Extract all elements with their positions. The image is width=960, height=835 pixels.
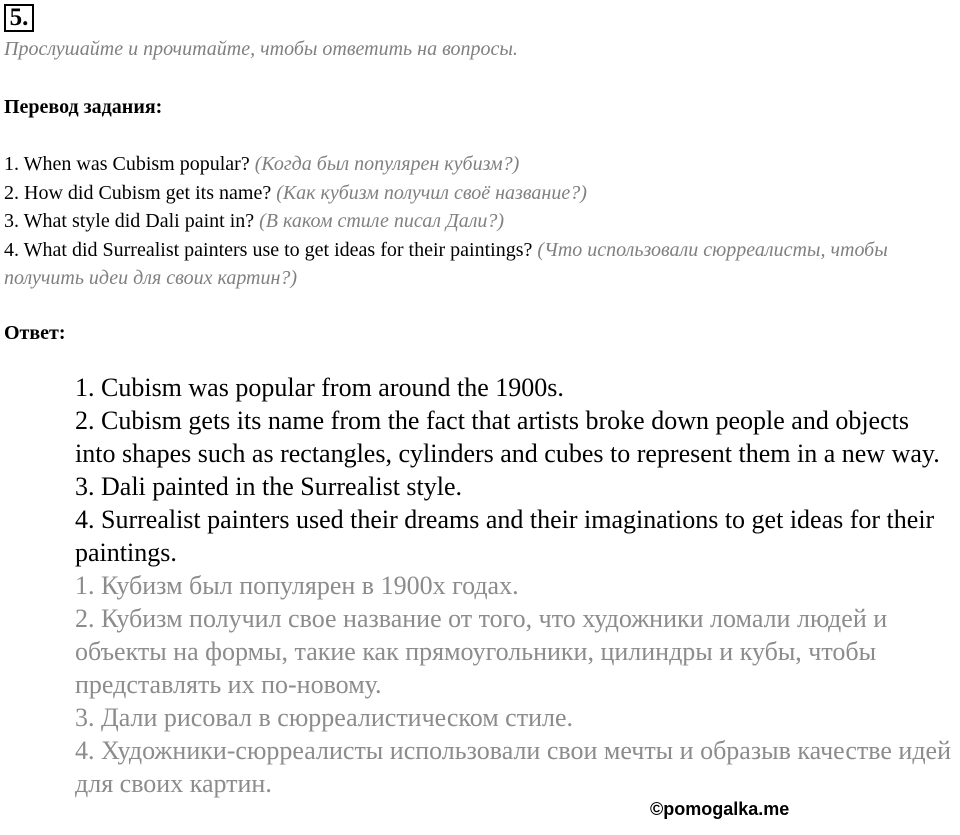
- question-item: [4, 179, 904, 208]
- question-ru: (В каком стиле писал Дали?): [259, 210, 505, 232]
- question-item: [4, 150, 904, 179]
- task-instruction: Прослушайте и прочитайте, чтобы ответить на вопросы.: [4, 38, 518, 60]
- task-number: 5.: [4, 4, 34, 32]
- question-en: 3. What style did Dali paint in?: [4, 210, 255, 232]
- answers-block: [75, 371, 955, 800]
- question-en: 1. When was Cubism popular?: [4, 153, 250, 175]
- question-ru: (Когда был популярен кубизм?): [254, 153, 520, 175]
- answer-en: 3. Dali painted in the Surrealist style.: [75, 472, 463, 501]
- questions-list: [4, 150, 904, 293]
- answer-heading: Ответ:: [4, 322, 66, 344]
- question-item: [4, 236, 904, 293]
- answer-ru: 2. Кубизм получил свое название от того, что художники ломали людей и объекты на формы, такие как прямоугольники, цилиндры и кубы, чтобы представлять их по-новому.: [75, 604, 888, 699]
- answer-en: 2. Cubism gets its name from the fact that artists broke down people and objects into shapes such as rectangles, cylinders and cubes to represent them in a new way.: [75, 406, 940, 468]
- question-ru: (Что использовали сюрреалисты, чтобы получить идеи для своих картин?): [4, 238, 888, 289]
- question-en: 2. How did Cubism get its name?: [4, 181, 272, 204]
- question-item: [4, 207, 904, 236]
- answer-ru: 1. Кубизм был популярен в 1900х годах.: [75, 571, 519, 600]
- translation-heading: Перевод задания:: [4, 96, 163, 118]
- question-en: 4. What did Surrealist painters use to get ideas for their paintings?: [4, 238, 533, 261]
- answer-en: 1. Cubism was popular from around the 1900s.: [75, 373, 564, 402]
- answer-ru: 4. Художники-сюрреалисты использовали свои мечты и образыв качестве идей для своих картин.: [75, 736, 952, 798]
- answer-en: 4. Surrealist painters used their dreams and their imaginations to get ideas for their paintings.: [75, 505, 935, 567]
- question-ru: (Как кубизм получил своё название?): [276, 181, 587, 204]
- site-watermark: ©pomogalka.me: [650, 799, 790, 819]
- answer-ru: 3. Дали рисовал в сюрреалистическом стиле.: [75, 703, 573, 732]
